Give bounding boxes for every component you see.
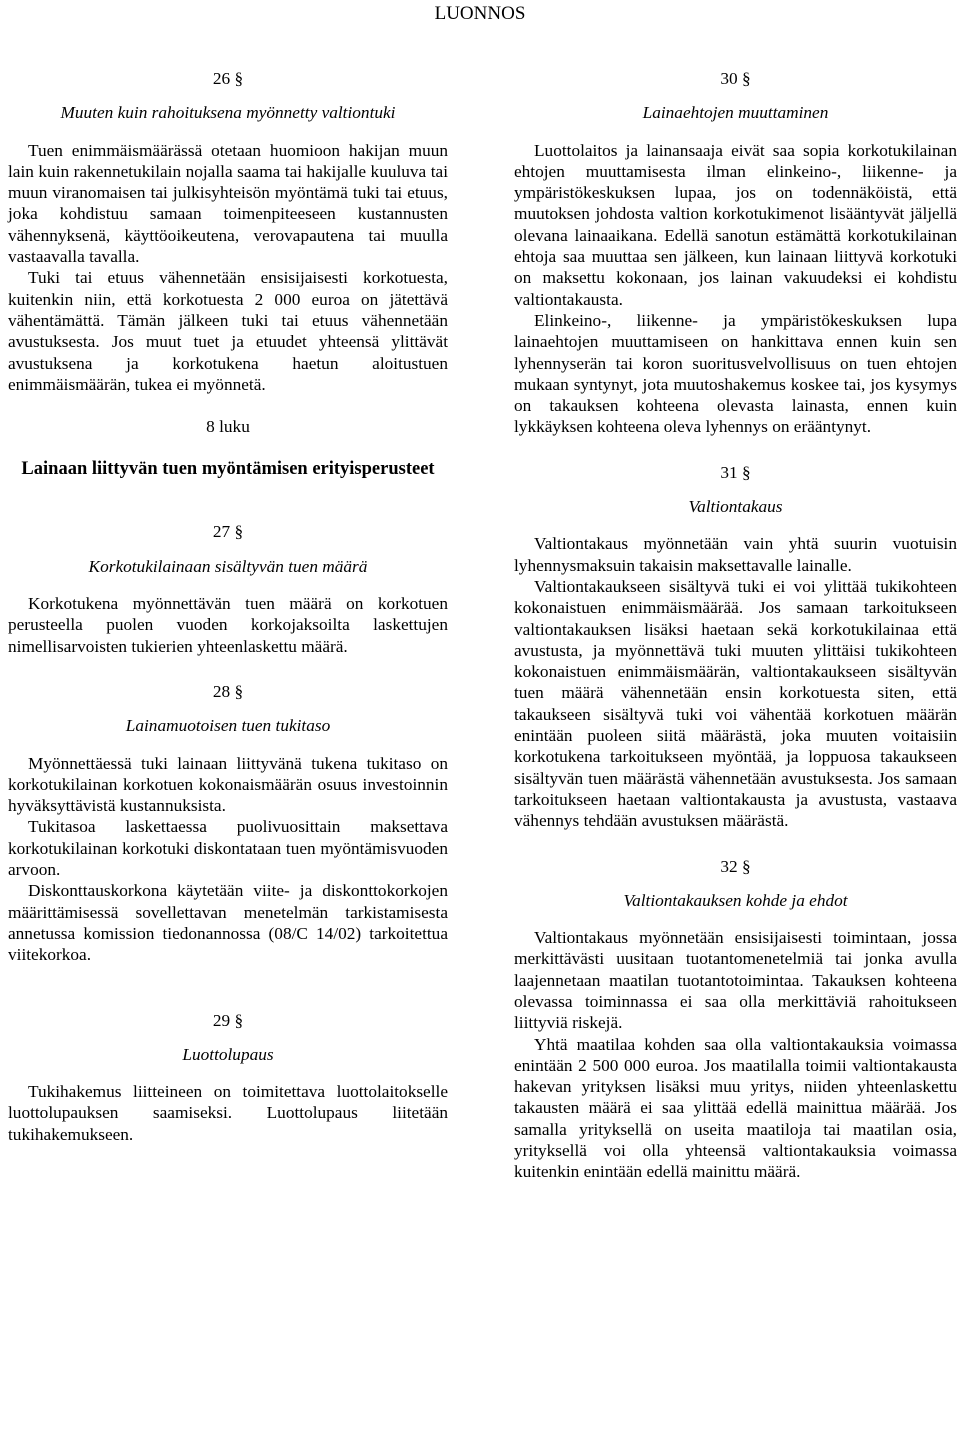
section-28-paragraph-1: Myönnettäessä tuki lainaan liittyvänä tukena tukitaso on korkotukilainan korkotuen kokonaismäärän osuus investoinnin hyväksyttävistä kustannuksista. (8, 753, 448, 816)
section-title-27: Korkotukilainaan sisältyvän tuen määrä (88, 556, 368, 576)
section-title-31: Valtiontakaus (688, 497, 783, 517)
section-27-paragraph-1: Korkotukena myönnettävän tuen määrä on korkotuen perusteella puolen vuoden korkojaksoilta laskettujen nimellisarvoisten tukierien yhteenlaskettu määrä. (8, 594, 448, 656)
right-column (514, 62, 957, 1183)
section-31-paragraph-2: Valtiontakaukseen sisältyvä tuki ei voi ylittää tukikohteen kokonaistuen enimmäismäärää. Jos samaan tarkoitukseen valtiontakauksen lisäksi haetaan sekä korkotukilainaa että avustusta, ja myönnettävä tuki muuten ylittäisi tukikohteen kokonaistuen enimmäismäärän, valtiontakaukseen sisältyvän tuen määrä vähennetään ensin korkotuesta siten, että takaukseen sisältyvä tuki voi vähentää korkotuen määrän enintään puoleen siitä määrästä, joka muuten voitaisiin korkotukena tarkoitukseen myöntää, ja loppuosa takaukseen sisältyvän tuen määrästä vähennetään avustuksesta. Jos samaan tarkoitukseen haetaan valtiontakausta ja avustusta, vastaava vähennys tehdään avustuksen määrästä. (514, 576, 957, 831)
section-number-31: 31 § (720, 462, 751, 482)
section-number-28: 28 § (212, 681, 244, 701)
section-title-26: Muuten kuin rahoituksena myönnetty valtiontuki (60, 103, 396, 123)
section-31-paragraph-1: Valtiontakaus myönnetään vain yhtä suurin vuotuisin lyhennysmaksuin takaisin maksettavalle lainalle. (514, 534, 957, 575)
section-29-paragraph-1: Tukihakemus liitteineen on toimitettava luottolaitokselle luottolupauksen saamiseksi. Luottolupaus liitetään tukihakemukseen. (8, 1082, 448, 1144)
section-number-27: 27 § (212, 522, 244, 542)
left-column (8, 62, 448, 1145)
section-title-29: Luottolupaus (182, 1044, 274, 1064)
section-number-32: 32 § (720, 856, 751, 876)
section-30-paragraph-2: Elinkeino-, liikenne- ja ympäristökeskuksen lupa lainaehtojen muuttamiseen on hankittava ennen kuin sen lyhennyserän tai koron suoritusvelvollisuus on tuen ehtojen mukaan syntynyt, jota muutoshakemus koskee tai, jos kysymys on takauksen kohteena olevasta lainasta, ennen kuin lykkäyksen kohteena oleva lyhennys on erääntynyt. (514, 310, 957, 437)
chapter-title: Lainaan liittyvän tuen myöntämisen erityisperusteet (21, 459, 435, 480)
section-32-paragraph-1: Valtiontakaus myönnetään ensisijaisesti toimintaan, jossa merkittävästi uusitaan tuotantomenetelmiä tai jonka avulla laajennetaan maatilan tuotantotoimintaa. Takauksen kohteena olevassa toiminnassa ei saa olla merkittäviä rahoitukseen liittyviä riskejä. (514, 928, 957, 1033)
document-status-header: LUONNOS (434, 3, 526, 24)
section-number-26: 26 § (212, 69, 244, 88)
section-title-28: Lainamuotoisen tuen tukitaso (125, 716, 331, 736)
section-number-29: 29 § (212, 1010, 244, 1030)
section-number-30: 30 § (720, 69, 751, 88)
section-title-32: Valtiontakauksen kohde ja ehdot (623, 890, 848, 910)
chapter-number: 8 luku (206, 417, 250, 437)
section-28-paragraph-3: Diskonttauskorkona käytetään viite- ja diskonttokorkojen määrittämisessä sovellettavan menetelmän tarkistamisesta annetussa komission tiedonannossa (08/C 14/02) tarkoitettua viitekorkoa. (8, 881, 448, 965)
section-26-paragraph-2: Tuki tai etuus vähennetään ensisijaisesti korkotuesta, kuitenkin niin, että korkotuesta 2 000 euroa on jätettävä vähentämättä. Tämän jälkeen tuki tai etuus vähennetään avustuksesta. Jos muut tuet ja etuudet yhteensä ylittävät avustuksena ja korkotukena haetun aloitustuen enimmäismäärän, tukea ei myönnetä. (8, 268, 448, 394)
section-30-paragraph-1: Luottolaitos ja lainansaaja eivät saa sopia korkotukilainan ehtojen muuttamisesta ilman elinkeino-, liikenne- ja ympäristökeskuksen lupaa, jos on todennäköistä, että muutoksen johdosta valtion korkotukimenot lisääntyvät jäljellä olevana lainaaikana. Edellä sanotun estämättä korkotukilainan ehtoja saa muuttaa sen jälkeen, kun lainaan liittyvä korkotuki on maksettu kokonaan, jos lainan vakuudeksi ei kohdistu valtiontakausta. (514, 140, 957, 309)
section-title-30: Lainaehtojen muuttaminen (642, 103, 829, 123)
section-28-paragraph-2: Tukitasoa laskettaessa puolivuosittain maksettava korkotukilainan korkotuki diskontataan tuen myöntämisvuoden arvoon. (8, 817, 448, 880)
section-26-paragraph-1: Tuen enimmäismäärässä otetaan huomioon hakijan muun lain kuin rakennetukilain nojalla saama tai hakijalle kuuluva tai muun viranomaisen tai julkisyhteisön myöntämä tuki tai etuus, joka kohdistuu samaan toimenpiteeseen kustannusten vähennyksenä, käyttöoikeutena, verovapautena tai muulla vastaavalla tavalla. (8, 140, 448, 267)
section-32-paragraph-2: Yhtä maatilaa kohden saa olla valtiontakauksia voimassa enintään 2 500 000 euroa. Jos maatilalla toimii valtiontakausta hakevan yrityksen lisäksi muu yritys, niiden yhteenlaskettu takausten määrä ei saa ylittää edellä mainittua määrää. Jos samalla yrityksellä on useita maatiloja tai maatilan osia, yrityksellä voi olla yhteensä valtiontakauksia voimassa kuitenkin enintään edellä mainittu määrä. (514, 1034, 957, 1182)
